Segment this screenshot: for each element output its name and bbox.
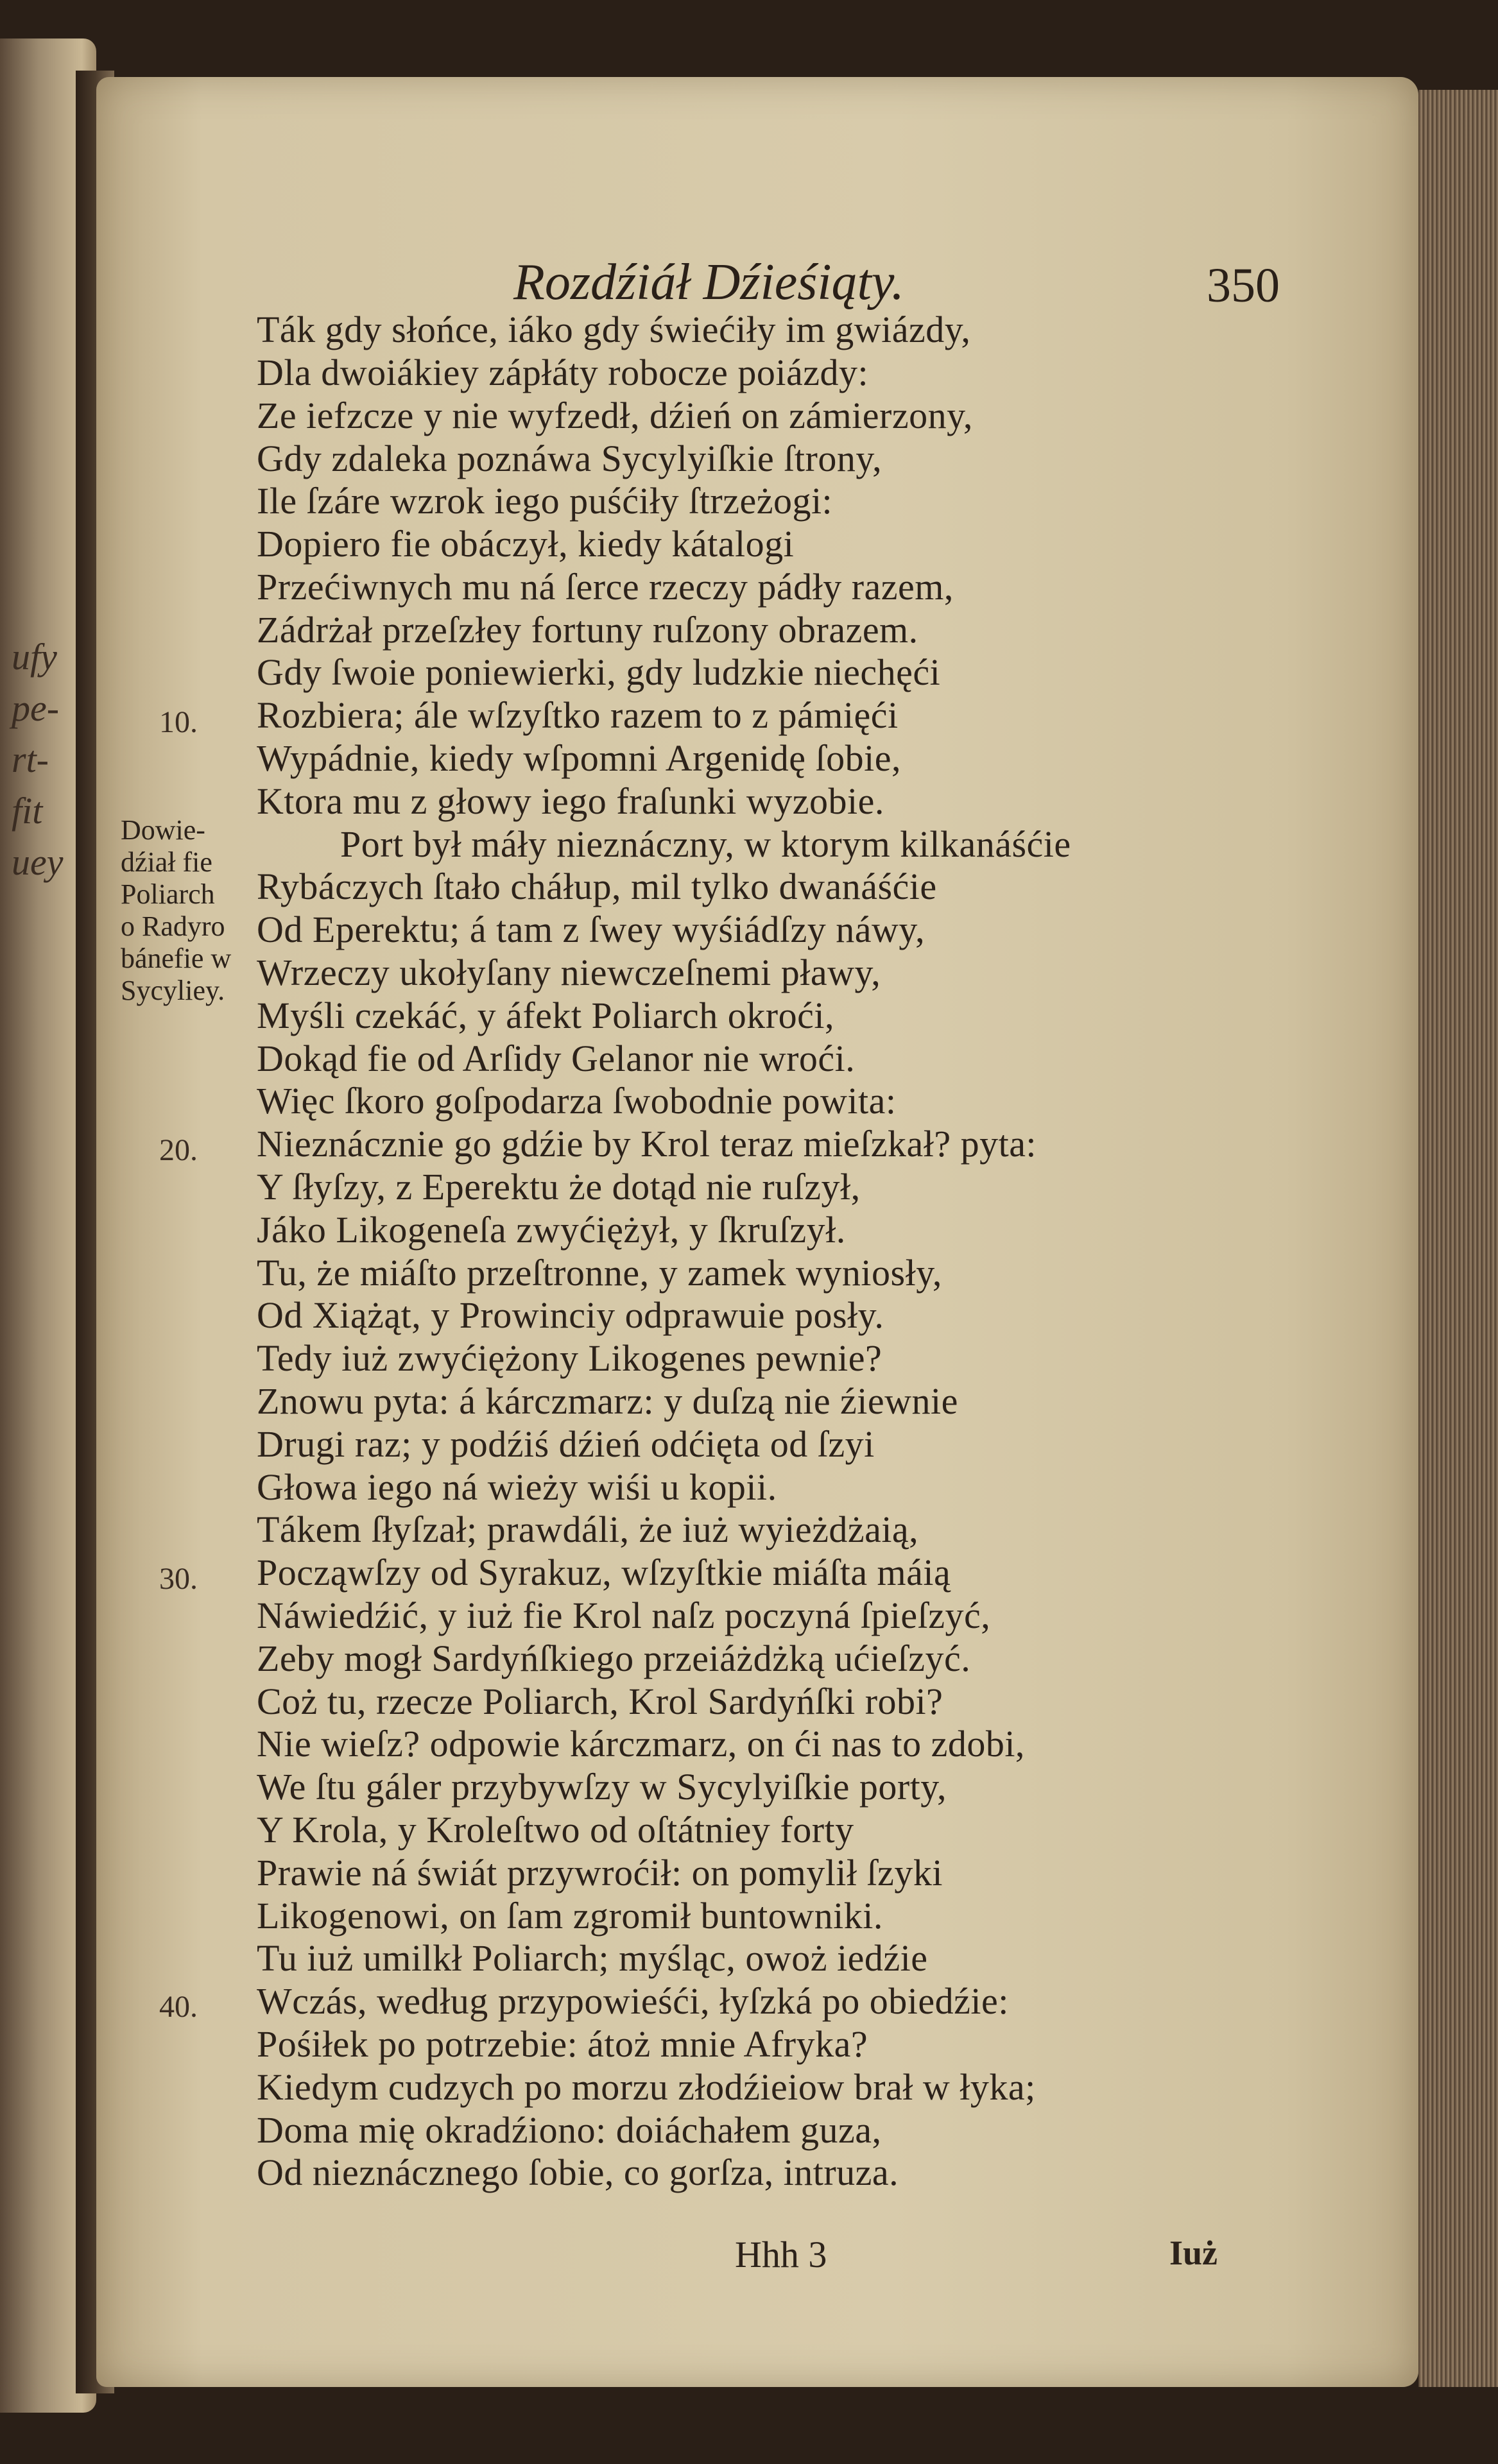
text-line: Rozbiera; ále wſzyſtko razem to z pámięći [257, 694, 899, 736]
text-line: Kiedym cudzych po morzu złodźieiow brał w łyka; [257, 2066, 1036, 2108]
text-line: Ktora mu z głowy iego fraſunki wyzobie. [257, 780, 884, 822]
left-page-fragment: ufy [12, 636, 57, 678]
text-line: Zádrżał przeſzłey fortuny ruſzony obrazem. [257, 609, 918, 651]
text-line: Doma mię okradźiono: doiáchałem guza, [257, 2109, 882, 2151]
text-line: Gdy ſwoie poniewierki, gdy ludzkie niechęći [257, 651, 941, 693]
sidenote-line: Dowie- [121, 814, 205, 846]
line-number: 20. [159, 1133, 198, 1167]
text-line: Dokąd fie od Arſidy Gelanor nie wroći. [257, 1038, 856, 1079]
left-page-fragment: pe- [12, 687, 60, 729]
sidenote-line: bánefie w [121, 943, 232, 974]
text-line: Ták gdy słońce, iáko gdy świećiły im gwiázdy, [257, 309, 971, 350]
text-line: Ile ſzáre wzrok iego puśćiły ſtrzeżogi: [257, 480, 833, 522]
page-number: 350 [1207, 259, 1280, 312]
left-page-fragment: fit [12, 790, 43, 832]
text-line: Od Xiążąt, y Prowinciy odprawuie posły. [257, 1294, 884, 1336]
catchword: Iuż [1169, 2234, 1218, 2272]
book-fore-edge [1418, 90, 1498, 2387]
line-number: 30. [159, 1562, 198, 1596]
text-line: Rybáczych ſtało cháłup, mil tylko dwanáśćie [257, 866, 937, 907]
sidenote-line: Sycyliey. [121, 975, 225, 1006]
sidenote-line: dźiał fie [121, 846, 212, 878]
text-line: Tu iuż umilkł Poliarch; myśląc, owoż iedźie [257, 1937, 928, 1979]
left-page-fragment: rt- [12, 739, 49, 780]
text-line: Tu, że miáſto przeſtronne, y zamek wyniosły, [257, 1252, 942, 1294]
text-line: Dla dwoiákiey zápłáty robocze poiázdy: [257, 352, 869, 393]
text-line: Jáko Likogeneſa zwyćiężył, y ſkruſzył. [257, 1209, 846, 1251]
text-line: Drugi raz; y podźiś dźień odćięta od ſzyi [257, 1423, 875, 1465]
text-line: Głowa iego ná wieży wiśi u kopii. [257, 1466, 777, 1508]
text-line: Znowu pyta: á kárczmarz: y duſzą nie źiewnie [257, 1380, 958, 1422]
sidenote-line: Poliarch [121, 878, 215, 910]
text-line: Od Eperektu; á tam z ſwey wyśiádſzy náwy, [257, 909, 925, 950]
text-line: Począwſzy od Syrakuz, wſzyſtkie miáſta máią [257, 1552, 951, 1593]
text-line: Y ſłyſzy, z Eperektu że dotąd nie ruſzył, [257, 1166, 861, 1208]
text-line: We ſtu gáler przybywſzy w Sycylyiſkie porty, [257, 1766, 947, 1808]
text-line: Nieznácznie go gdźie by Krol teraz mieſzkał? pyta: [257, 1123, 1037, 1165]
text-line: Od nieznácznego ſobie, co gorſza, intruza. [257, 2152, 899, 2193]
text-line: Wrzeczy ukołyſany niewczeſnemi pławy, [257, 952, 881, 993]
text-line: Przećiwnych mu ná ſerce rzeczy pádły razem, [257, 566, 954, 608]
text-line: Myśli czekáć, y áfekt Poliarch okroći, [257, 995, 834, 1036]
text-line: Tedy iuż zwyćiężony Likogenes pewnie? [257, 1337, 882, 1379]
line-number: 10. [159, 705, 198, 739]
text-line: Pośiłek po potrzebie: átoż mnie Afryka? [257, 2023, 868, 2065]
text-line: Prawie ná świát przywroćił: on pomylił ſzyki [257, 1852, 943, 1894]
text-line: Wczás, według przypowieśći, łyſzká po obiedźie: [257, 1980, 1009, 2022]
sidenote-line: o Radyro [121, 911, 225, 942]
text-line: Nie wieſz? odpowie kárczmarz, on ći nas to zdobi, [257, 1723, 1025, 1765]
text-line: Dopiero fie obáczył, kiedy kátalogi [257, 523, 795, 565]
text-line: Coż tu, rzecze Poliarch, Krol Sardyńſki robi? [257, 1681, 943, 1722]
running-head: Rozdźiáł Dźieśiąty. [513, 254, 904, 311]
line-number: 40. [159, 1990, 198, 2024]
text-line: Gdy zdaleka poznáwa Sycylyiſkie ſtrony, [257, 438, 882, 479]
text-line: Port był máły nieznáczny, w ktorym kilkanáśćie [340, 823, 1071, 865]
text-line: Zeby mogł Sardyńſkiego przeiáżdżką ućieſzyć. [257, 1638, 971, 1679]
text-line: Ze iefzcze y nie wyfzedł, dźień on zámierzony, [257, 395, 973, 436]
text-line: Likogenowi, on ſam zgromił buntowniki. [257, 1895, 883, 1937]
text-line: Więc ſkoro goſpodarza ſwobodnie powita: [257, 1080, 897, 1122]
left-page-fragment: uey [12, 841, 64, 883]
text-line: Tákem ſłyſzał; prawdáli, że iuż wyieżdżaią, [257, 1509, 919, 1550]
signature-mark: Hhh 3 [735, 2234, 827, 2275]
text-line: Y Krola, y Kroleſtwo od oſtátniey forty [257, 1809, 854, 1851]
text-line: Náwiedźić, y iuż fie Krol naſz poczyná ſpieſzyć, [257, 1595, 991, 1636]
text-line: Wypádnie, kiedy wſpomni Argenidę ſobie, [257, 737, 901, 779]
